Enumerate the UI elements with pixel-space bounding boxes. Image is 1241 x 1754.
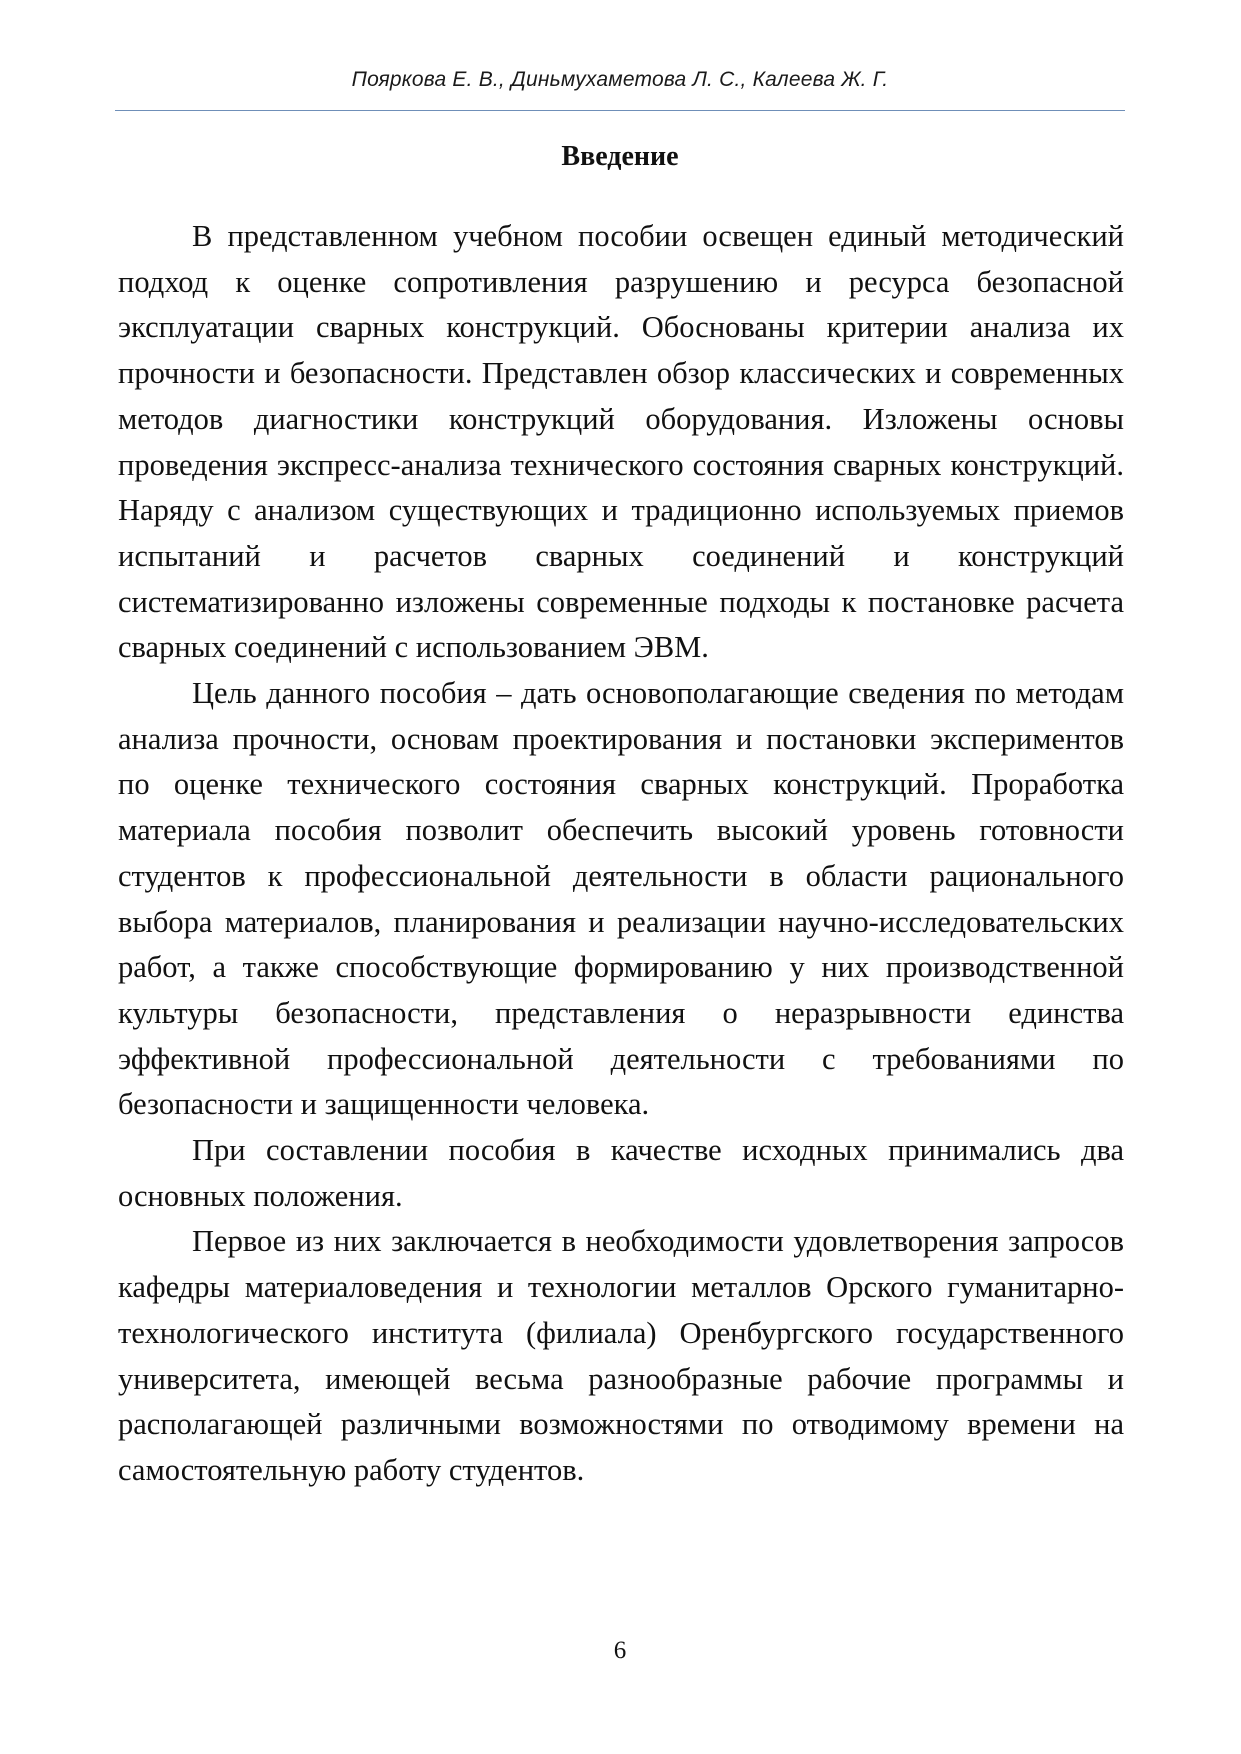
paragraph-first-premise: Первое из них заключается в необходимости удовлетворения запросов кафедры материаловедения и технологии металлов Орского гуманитарно-технологического института (филиала) Оренбургского государственного университета, имеющей весьма разнообразные рабочие программы и располагающей различными возможностями по отводимому времени на самостоятельную работу студентов.: [118, 1224, 1124, 1487]
body-text: [118, 214, 1124, 1494]
running-header-authors: Пояркова Е. В., Диньмухаметова Л. С., Калеева Ж. Г.: [351, 68, 889, 91]
page-number: 6: [613, 1637, 627, 1664]
paragraph-goal: Цель данного пособия – дать основополагающие сведения по методам анализа прочности, основам проектирования и постановки экспериментов по оценке технического состояния сварных конструкций. Проработка материала пособия позволит обеспечить высокий уровень готовности студентов к профессиональной деятельности в области рационального выбора материалов, планирования и реализации научно-исследовательских работ, а также способствующие формированию у них производственной культуры безопасности, представления о неразрывности единства эффективной профессиональной деятельности с требованиями по безопасности и защищенности человека.: [118, 676, 1124, 1122]
header-rule: [115, 110, 1125, 111]
paragraph-intro: В представленном учебном пособии освещен единый методический подход к оценке сопротивления разрушению и ресурса безопасной эксплуатации сварных конструкций. Обоснованы критерии анализа их прочности и безопасности. Представлен обзор классических и современных методов диагностики конструкций оборудования. Изложены основы проведения экспресс-анализа технического состояния сварных конструкций. Наряду с анализом существующих и традиционно используемых приемов испытаний и расчетов сварных соединений и конструкций систематизированно изложены современные подходы к постановке расчета сварных соединений с использованием ЭВМ.: [118, 219, 1124, 665]
paragraph-premises: При составлении пособия в качестве исходных принимались два основных положения.: [118, 1133, 1124, 1213]
section-title: Введение: [561, 141, 679, 172]
